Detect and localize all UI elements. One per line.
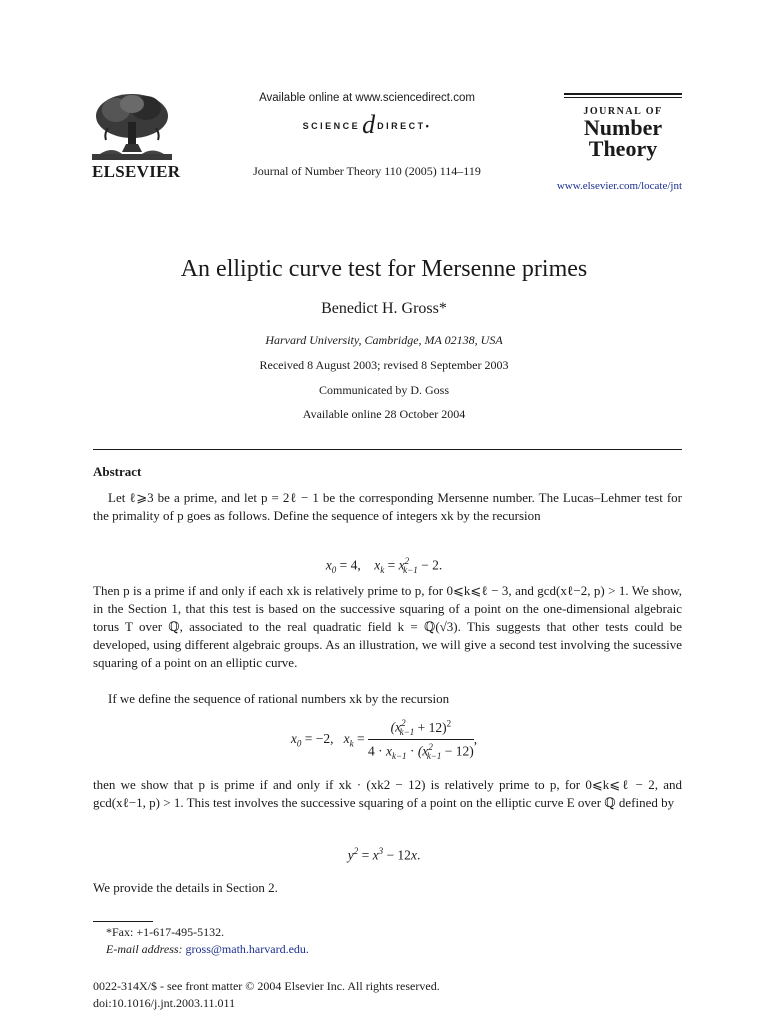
email-link[interactable]: gross@math.harvard.edu. <box>185 942 309 956</box>
available-online-text: Available online at www.sciencedirect.com <box>259 92 475 104</box>
abstract-p4-text: then we show that p is prime if and only if xk · (xk2 − 12) is relatively prime to p, for 0⩽k⩽ℓ − 2, and gcd(xℓ−1, p) > 1. This test involves the successive squaring of a point on the elliptic curve E over ℚ defined by <box>93 777 682 810</box>
article-author: Benedict H. Gross* <box>321 300 447 317</box>
received-dates: Received 8 August 2003; revised 8 September 2003 <box>259 358 509 372</box>
equation-elliptic-curve: $y^2 = x^3 - 12x$. <box>347 846 421 863</box>
available-online-date: Available online 28 October 2004 <box>302 407 466 421</box>
abstract-heading: Abstract <box>93 464 142 479</box>
masthead-rule-thin <box>564 97 682 98</box>
footnote-email <box>106 942 309 957</box>
sciencedirect-logo: SCIENCEd DIRECT• <box>302 110 432 139</box>
journal-url-link[interactable]: www.elsevier.com/locate/jnt <box>556 180 682 192</box>
abstract-paragraph-1 <box>93 489 682 525</box>
footnote-divider <box>93 921 153 922</box>
abstract-p3-text: If we define the sequence of rational numbers xk by the recursion <box>108 691 450 706</box>
abstract-paragraph-5 <box>93 879 682 897</box>
journal-citation: Journal of Number Theory 110 (2005) 114–119 <box>253 164 481 178</box>
copyright-line: 0022-314X/$ - see front matter © 2004 Elsevier Inc. All rights reserved. <box>93 979 440 993</box>
header-divider <box>93 449 682 450</box>
journal-masthead <box>564 93 682 159</box>
sciencedirect-logo-d: d <box>362 110 376 139</box>
equation-fraction: $\frac{(x^2_{k-1} + 12)^2}{4 \cdot x_{k-1} \cdot (x^2_{k-1} - 12)}$ <box>367 718 474 762</box>
doi-line: doi:10.1016/j.jnt.2003.11.011 <box>93 996 236 1010</box>
masthead-rule-top <box>564 93 682 95</box>
email-label: E-mail address: <box>106 942 183 956</box>
equation-elliptic-recursion: $x_0 = -2$, $x_k$ = $\frac{(x^2_{k-1} + 12)^2}{4 \cdot x_{k-1} \cdot (x^2_{k-1} - 12)}$ , <box>290 718 478 762</box>
communicated-by: Communicated by D. Goss <box>319 383 449 397</box>
abstract-p1-text: Let ℓ⩾3 be a prime, and let p = 2ℓ − 1 be the corresponding Mersenne number. The Lucas–Lehmer test for the primality of p goes as follows. Define the sequence of integers xk by the recursion <box>93 490 682 523</box>
journal-name-line1: Number <box>583 115 663 140</box>
sciencedirect-logo-right: DIRECT <box>377 121 426 131</box>
abstract-paragraph-4 <box>93 776 682 812</box>
author-affiliation: Harvard University, Cambridge, MA 02138, USA <box>265 333 503 347</box>
journal-name-line2: Theory <box>588 136 658 161</box>
abstract-p5-text: We provide the details in Section 2. <box>93 880 278 895</box>
sciencedirect-logo-left: SCIENCE <box>302 121 361 131</box>
article-title: An elliptic curve test for Mersenne primes <box>180 256 588 282</box>
abstract-p2-text: Then p is a prime if and only if each xk is relatively prime to p, for 0⩽k⩽ℓ − 3, and gcd(xℓ−2, p) > 1. We show, in the Section 1, that this test is based on the successive squaring of a point on the one-dimensional algebraic torus T over ℚ, associated to the real quadratic field k = ℚ(√3). This suggests that other tests could be developed, using different algebraic groups. As an illustration, we will give a second test involving the sucessive squaring of a point on an elliptic curve. <box>93 583 682 670</box>
journal-of-label: JOURNAL OF <box>583 106 663 117</box>
elsevier-tree-logo <box>92 92 172 160</box>
footnote-fax: *Fax: +1-617-495-5132. <box>106 925 225 939</box>
abstract-paragraph-3 <box>93 690 682 708</box>
publisher-name: ELSEVIER <box>92 162 181 181</box>
abstract-paragraph-2 <box>93 582 682 672</box>
equation-lucas-lehmer: $x_0 = 4$, $x_k = x^2_{k-1} - 2$. <box>325 556 443 576</box>
